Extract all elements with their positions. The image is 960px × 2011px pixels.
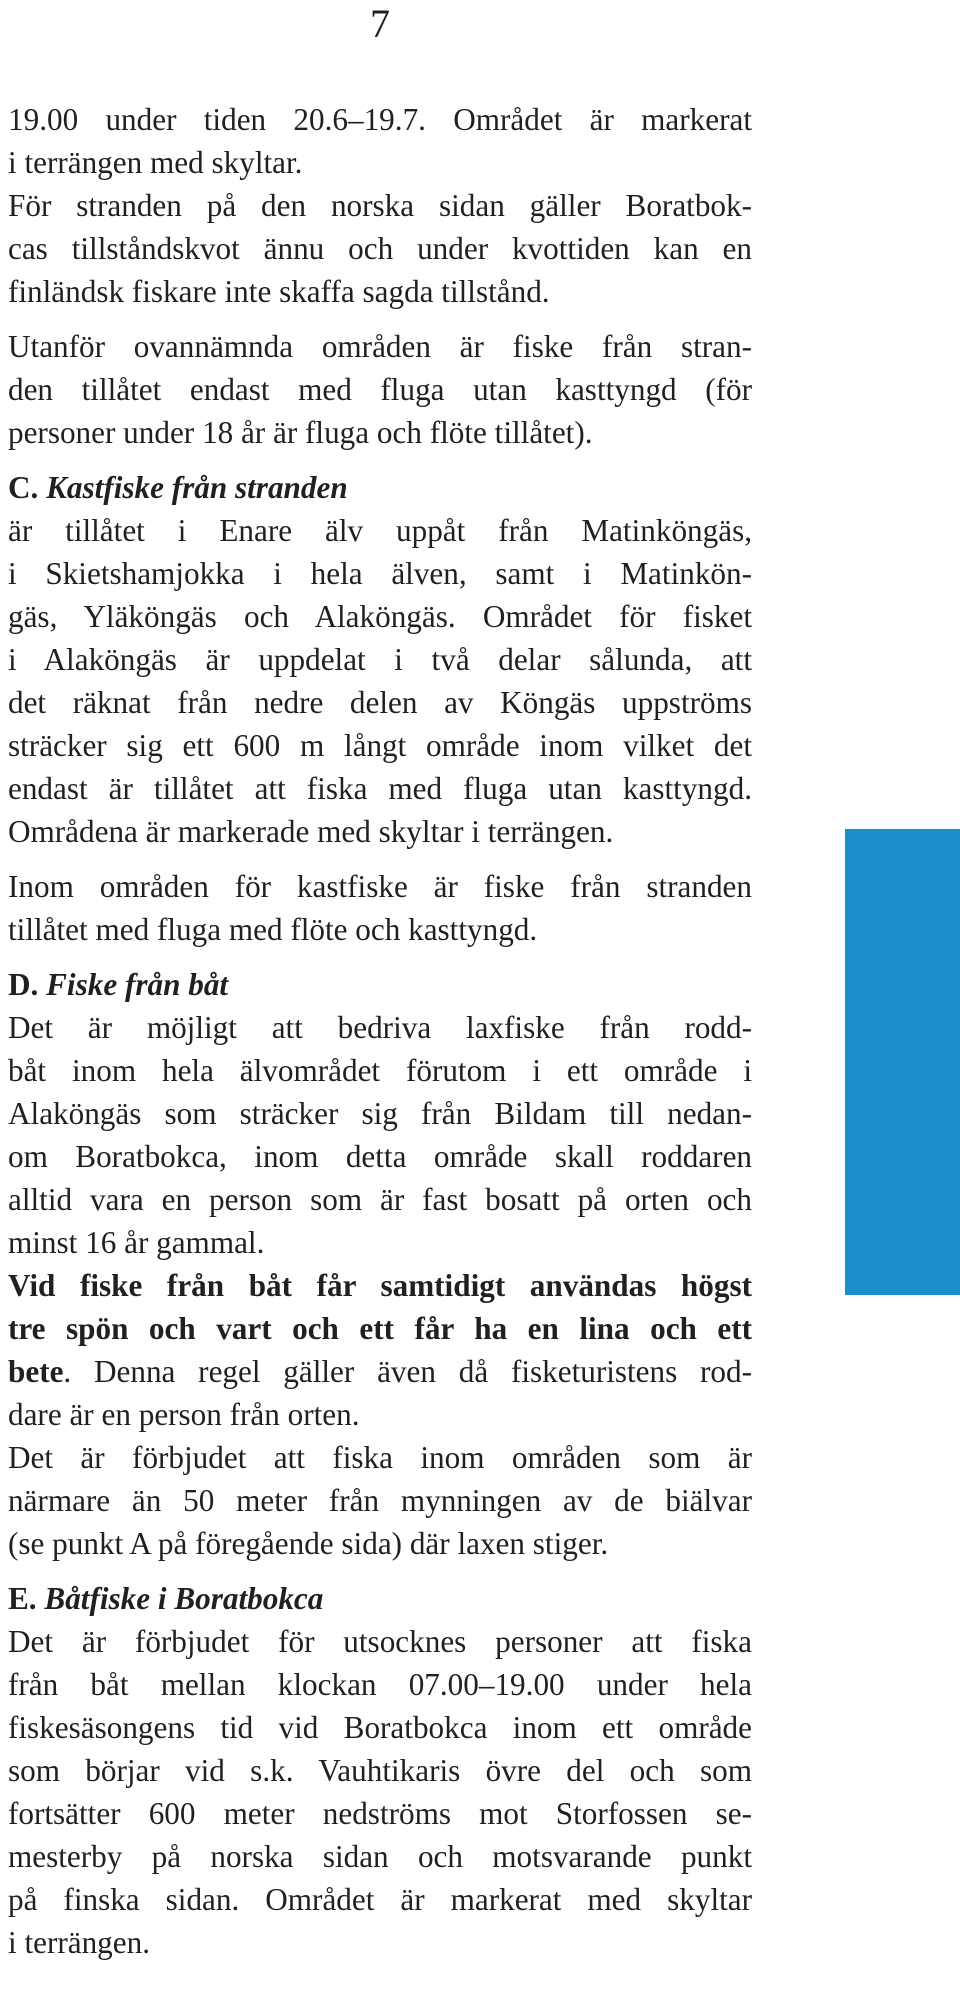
text-line: finländsk fiskare inte skaffa sagda tillstånd. <box>8 274 550 309</box>
text-line: på finska sidan. Området är markerat med skyltar <box>8 1882 752 1917</box>
section-c <box>8 466 752 951</box>
text-line: minst 16 år gammal. <box>8 1225 265 1260</box>
text-line: fiskesäsongens tid vid Boratbokca inom ett område <box>8 1710 752 1745</box>
bold-rule-line: tre spön och vart och ett får ha en lina och ett <box>8 1311 752 1346</box>
text-line: alltid vara en person som är fast bosatt på orten och <box>8 1182 752 1217</box>
intro-paragraph <box>8 98 752 313</box>
text-line: Inom områden för kastfiske är fiske från stranden <box>8 869 752 904</box>
text-line: Det är möjligt att bedriva laxfiske från rodd- <box>8 1010 752 1045</box>
section-title: Båtfiske i Boratbokca <box>44 1581 324 1616</box>
text-line: som börjar vid s.k. Vauhtikaris övre del och som <box>8 1753 752 1788</box>
text-line: närmare än 50 meter från mynningen av de biälvar <box>8 1483 752 1518</box>
section-e <box>8 1577 752 1964</box>
text-line: i terrängen. <box>8 1925 151 1960</box>
bold-word: bete <box>8 1354 64 1389</box>
document-body <box>8 98 752 1964</box>
text-line: endast är tillåtet att fiska med fluga utan kasttyngd. <box>8 771 752 806</box>
mixed-text-line <box>8 1350 752 1393</box>
text-line: cas tillståndskvot ännu och under kvottiden kan en <box>8 231 752 266</box>
text-line: i terrängen med skyltar. <box>8 145 303 180</box>
text-run: . Denna regel gäller även då fisketuristens rod- <box>63 1354 752 1389</box>
text-line: Utanför ovannämnda områden är fiske från stran- <box>8 329 752 364</box>
outside-paragraph <box>8 325 752 454</box>
text-line: det räknat från nedre delen av Köngäs uppströms <box>8 685 752 720</box>
section-title: Kastfiske från stranden <box>46 470 348 505</box>
text-line: gäs, Yläköngäs och Alaköngäs. Området för fisket <box>8 599 752 634</box>
text-line: den tillåtet endast med fluga utan kasttyngd (för <box>8 372 752 407</box>
section-title: Fiske från båt <box>46 967 229 1002</box>
text-line: är tillåtet i Enare älv uppåt från Matinköngäs, <box>8 513 752 548</box>
page-number: 7 <box>370 1 390 46</box>
text-line: 19.00 under tiden 20.6–19.7. Området är markerat <box>8 102 752 137</box>
blue-thumb-tab <box>845 829 960 1295</box>
section-letter: E. <box>8 1581 37 1616</box>
text-line: tillåtet med fluga med flöte och kasttyngd. <box>8 912 538 947</box>
text-line: (se punkt A på föregående sida) där laxen stiger. <box>8 1526 609 1561</box>
section-e-heading <box>8 1577 752 1620</box>
bold-rule-line: Vid fiske från båt får samtidigt användas högst <box>8 1268 752 1303</box>
text-line: För stranden på den norska sidan gäller Boratbok- <box>8 188 752 223</box>
text-line: mesterby på norska sidan och motsvarande punkt <box>8 1839 752 1874</box>
text-line: dare är en person från orten. <box>8 1397 360 1432</box>
text-line: sträcker sig ett 600 m långt område inom vilket det <box>8 728 752 763</box>
section-letter: C. <box>8 470 39 505</box>
text-line: fortsätter 600 meter nedströms mot Storfossen se- <box>8 1796 752 1831</box>
text-line: Områdena är markerade med skyltar i terrängen. <box>8 814 614 849</box>
text-line: om Boratbokca, inom detta område skall roddaren <box>8 1139 752 1174</box>
text-line: i Skietshamjokka i hela älven, samt i Matinkön- <box>8 556 752 591</box>
section-d <box>8 963 752 1565</box>
text-line: i Alaköngäs är uppdelat i två delar sålunda, att <box>8 642 752 677</box>
text-line: personer under 18 år är fluga och flöte tillåtet). <box>8 415 593 450</box>
text-line: Det är förbjudet för utsocknes personer att fiska <box>8 1624 752 1659</box>
section-d-heading <box>8 963 752 1006</box>
text-line: båt inom hela älvområdet förutom i ett område i <box>8 1053 752 1088</box>
section-c-heading <box>8 466 752 509</box>
text-line: Det är förbjudet att fiska inom områden som är <box>8 1440 752 1475</box>
text-line: Alaköngäs som sträcker sig från Bildam till nedan- <box>8 1096 752 1131</box>
text-line: från båt mellan klockan 07.00–19.00 under hela <box>8 1667 752 1702</box>
section-letter: D. <box>8 967 39 1002</box>
